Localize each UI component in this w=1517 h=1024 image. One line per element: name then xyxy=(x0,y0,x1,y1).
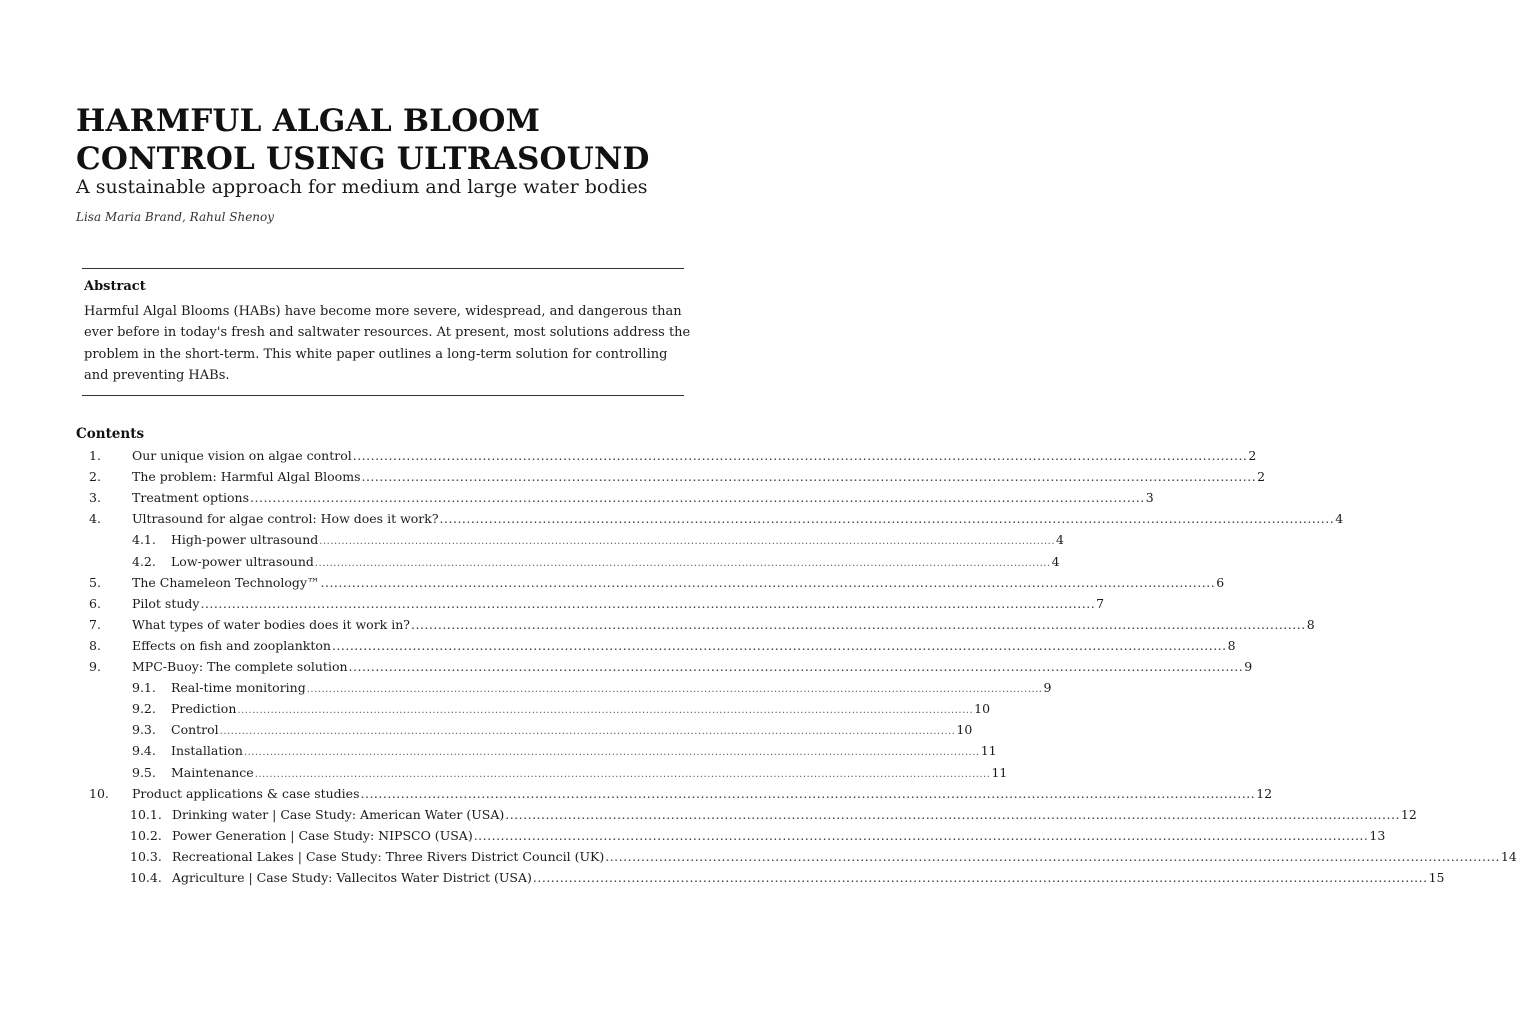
toc-leader-dots: ........................................................................................................................................................................................................ xyxy=(320,574,1216,590)
toc-entry-page: 11 xyxy=(991,764,1008,780)
toc-entry[interactable] xyxy=(132,680,1052,700)
toc-entry[interactable] xyxy=(89,469,1266,489)
toc-entry-number: 4. xyxy=(89,511,101,527)
toc-entry-number: 7. xyxy=(89,616,101,632)
toc-leader-dots: ........................................................................................................................................................................................................ xyxy=(361,469,1257,485)
abstract-line: Harmful Algal Blooms (HABs) have become more severe, widespread, and dangerous than xyxy=(84,304,682,319)
document-subtitle: A sustainable approach for medium and large water bodies xyxy=(76,176,648,198)
toc-entry-label: Installation xyxy=(171,743,243,759)
toc-entry-label: Real-time monitoring xyxy=(171,680,306,696)
toc-entry-label: Maintenance xyxy=(171,764,254,780)
toc-entry-number: 9.2. xyxy=(132,701,156,717)
toc-entry[interactable] xyxy=(132,553,1060,574)
toc-entry-label: Treatment options xyxy=(132,490,250,506)
title-line-2: CONTROL USING ULTRASOUND xyxy=(76,141,650,177)
toc-leader-dots: ........................................................................................................................................................................................................ xyxy=(237,705,974,717)
toc-entry-label: What types of water bodies does it work in? xyxy=(132,616,410,632)
toc-leader-dots: ........................................................................................................................................................................................................ xyxy=(254,768,991,780)
toc-entry-number: 9.1. xyxy=(132,680,156,696)
toc-leader-dots: ........................................................................................................................................................................................................ xyxy=(319,536,1056,548)
toc-entry-label: The problem: Harmful Algal Blooms xyxy=(132,469,361,485)
toc-entry-page: 4 xyxy=(1335,511,1344,527)
toc-entry-page: 3 xyxy=(1145,490,1154,506)
toc-entry-number: 2. xyxy=(89,469,101,485)
abstract-line: and preventing HABs. xyxy=(84,368,230,384)
toc-entry[interactable] xyxy=(89,616,1315,637)
toc-entry-page: 2 xyxy=(1248,448,1257,463)
toc-leader-dots: ........................................................................................................................................................................................................ xyxy=(411,616,1306,632)
toc-entry-number: 6. xyxy=(89,595,101,611)
toc-entry-page: 7 xyxy=(1096,595,1105,611)
toc-entry-page: 12 xyxy=(1256,785,1273,801)
toc-entry-number: 10.1. xyxy=(130,806,162,822)
toc-entry-page: 6 xyxy=(1216,574,1225,590)
toc-entry-label: Recreational Lakes | Case Study: Three Rivers District Council (UK) xyxy=(172,848,605,864)
toc-entry-label: High-power ultrasound xyxy=(171,532,319,548)
toc-entry-page: 10 xyxy=(974,701,991,717)
toc-leader-dots: ........................................................................................................................................................................................................ xyxy=(348,659,1244,674)
toc-entry-label: Low-power ultrasound xyxy=(171,553,314,569)
toc-entry-label: Power Generation | Case Study: NIPSCO (USA) xyxy=(172,827,473,843)
toc-entry-page: 11 xyxy=(980,743,997,759)
toc-entry-number: 3. xyxy=(89,490,101,506)
abstract-line: ever before in today's fresh and saltwater resources. At present, most solutions address the xyxy=(84,325,691,341)
toc-entry-page: 2 xyxy=(1257,469,1266,485)
toc-entry[interactable] xyxy=(89,448,1257,468)
toc-entry-page: 4 xyxy=(1056,532,1064,548)
toc-leader-dots: ........................................................................................................................................................................................................ xyxy=(219,726,956,738)
toc-entry[interactable] xyxy=(89,637,1236,658)
toc-entry-page: 8 xyxy=(1227,637,1236,653)
toc-entry[interactable] xyxy=(132,764,1008,785)
toc-entry-label: Drinking water | Case Study: American Water (USA) xyxy=(172,806,505,822)
toc-entry-number: 9.3. xyxy=(132,722,156,738)
abstract-body xyxy=(84,301,694,387)
contents-heading: Contents xyxy=(76,426,145,442)
toc-leader-dots: ........................................................................................................................................................................................................ xyxy=(306,684,1043,696)
toc-entry-number: 9.5. xyxy=(132,764,156,780)
toc-entry[interactable] xyxy=(130,848,1517,869)
toc-entry[interactable] xyxy=(130,806,1417,827)
toc-entry-number: 4.2. xyxy=(132,553,156,569)
title-line-1: HARMFUL ALGAL BLOOM xyxy=(76,103,541,139)
toc-leader-dots: ........................................................................................................................................................................................................ xyxy=(439,511,1335,527)
toc-entry-page: 14 xyxy=(1500,848,1517,864)
toc-entry-label: MPC-Buoy: The complete solution xyxy=(132,659,348,674)
toc-entry-number: 8. xyxy=(89,637,101,653)
toc-entry-page: 12 xyxy=(1400,806,1417,822)
toc-entry[interactable] xyxy=(89,490,1154,510)
toc-entry[interactable] xyxy=(89,785,1273,806)
toc-leader-dots: ........................................................................................................................................................................................................ xyxy=(314,557,1051,569)
toc-entry-number: 10.4. xyxy=(130,870,162,885)
toc-entry-label: Prediction xyxy=(171,701,237,717)
toc-entry-number: 1. xyxy=(89,448,101,463)
abstract-top-rule xyxy=(82,268,684,269)
toc-leader-dots: ........................................................................................................................................................................................................ xyxy=(360,785,1256,801)
toc-leader-dots: ........................................................................................................................................................................................................ xyxy=(605,848,1500,864)
toc-entry-label: Agriculture | Case Study: Vallecitos Water District (USA) xyxy=(172,870,532,885)
toc-entry[interactable] xyxy=(132,722,973,742)
toc-entry-number: 10.3. xyxy=(130,848,162,864)
toc-leader-dots: ........................................................................................................................................................................................................ xyxy=(331,637,1227,653)
toc-entry-label: The Chameleon Technology™ xyxy=(132,574,320,590)
toc-entry-page: 10 xyxy=(956,722,973,738)
abstract-line: problem in the short-term. This white paper outlines a long-term solution for controlling xyxy=(84,346,668,362)
toc-entry[interactable] xyxy=(89,659,1253,679)
toc-entry[interactable] xyxy=(132,532,1064,552)
toc-entry-number: 5. xyxy=(89,574,101,590)
toc-entry[interactable] xyxy=(89,511,1344,531)
toc-entry-label: Control xyxy=(171,722,219,738)
document-title xyxy=(76,102,716,178)
abstract-heading: Abstract xyxy=(84,279,146,294)
toc-entry-page: 9 xyxy=(1043,680,1052,696)
toc-entry-label: Effects on fish and zooplankton xyxy=(132,637,331,653)
toc-entry-number: 9. xyxy=(89,659,101,674)
toc-entry[interactable] xyxy=(89,595,1105,616)
toc-entry-page: 8 xyxy=(1306,616,1315,632)
toc-entry-label: Our unique vision on algae control xyxy=(132,448,352,463)
toc-entry-page: 9 xyxy=(1244,659,1253,674)
authors: Lisa Maria Brand, Rahul Shenoy xyxy=(76,210,275,224)
toc-leader-dots: ........................................................................................................................................................................................................ xyxy=(250,490,1145,506)
toc-leader-dots: ........................................................................................................................................................................................................ xyxy=(243,747,980,759)
toc-leader-dots: ........................................................................................................................................................................................................ xyxy=(473,827,1369,843)
toc-entry-label: Product applications & case studies xyxy=(132,785,360,801)
toc-leader-dots: ........................................................................................................................................................................................................ xyxy=(505,806,1400,822)
toc-entry[interactable] xyxy=(132,743,997,763)
toc-entry-number: 10.2. xyxy=(130,827,162,843)
toc-leader-dots: ........................................................................................................................................................................................................ xyxy=(200,595,1096,611)
toc-entry-label: Pilot study xyxy=(132,595,200,611)
toc-entry-number: 10. xyxy=(89,785,109,801)
toc-entry[interactable] xyxy=(130,870,1445,890)
toc-entry-page: 15 xyxy=(1428,870,1445,885)
toc-entry-label: Ultrasound for algae control: How does it work? xyxy=(132,511,439,527)
toc-entry[interactable] xyxy=(130,827,1386,848)
toc-entry-number: 9.4. xyxy=(132,743,156,759)
toc-leader-dots: ........................................................................................................................................................................................................ xyxy=(532,870,1428,885)
toc-entry-page: 13 xyxy=(1369,827,1386,843)
toc-entry-number: 4.1. xyxy=(132,532,156,548)
abstract-bottom-rule xyxy=(82,395,684,396)
toc-leader-dots: ........................................................................................................................................................................................................ xyxy=(352,448,1248,463)
toc-entry-page: 4 xyxy=(1051,553,1060,569)
toc-entry[interactable] xyxy=(89,574,1225,595)
toc-entry[interactable] xyxy=(132,701,991,721)
